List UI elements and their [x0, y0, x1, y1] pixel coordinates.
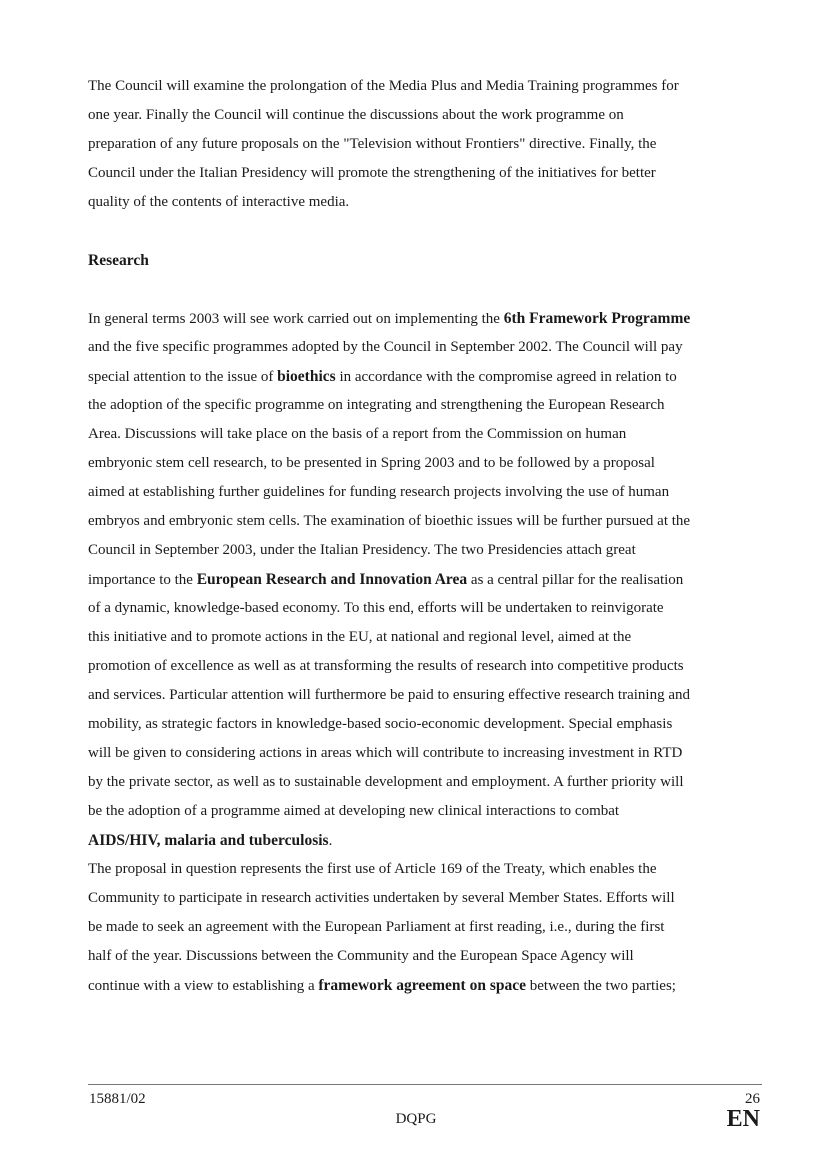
proposal-line: Community to participate in research activities undertaken by several Member States. Efforts will [88, 890, 675, 906]
intro-line-2: one year. Finally the Council will continue the discussions about the work programme on [88, 107, 624, 123]
research-line: mobility, as strategic factors in knowledge-based socio-economic development. Special emphasis [88, 716, 673, 732]
footer-language: EN [726, 1106, 760, 1132]
footer-page-number: 26 [745, 1091, 760, 1107]
section-heading-research: Research [88, 252, 149, 269]
research-line: and services. Particular attention will furthermore be paid to ensuring effective research training and [88, 687, 690, 703]
research-line: Council in September 2003, under the Italian Presidency. The two Presidencies attach great [88, 542, 636, 558]
research-line: promotion of excellence as well as at transforming the results of research into competitive products [88, 658, 684, 674]
intro-paragraph [88, 72, 764, 217]
bold-term: 6th Framework Programme [503, 310, 691, 327]
research-line: embryonic stem cell research, to be presented in Spring 2003 and to be followed by a proposal [88, 455, 655, 471]
footer-divider [88, 1084, 762, 1085]
research-line: and the five specific programmes adopted by the Council in September 2002. The Council will pay [88, 339, 683, 355]
proposal-paragraph [88, 855, 764, 1000]
research-line: the adoption of the specific programme on integrating and strengthening the European Research [88, 397, 665, 413]
research-line: embryos and embryonic stem cells. The examination of bioethic issues will be further pursued at the [88, 513, 691, 529]
footer-doc-number: 15881/02 [89, 1091, 146, 1107]
research-line: will be given to considering actions in areas which will contribute to increasing investment in RTD [88, 745, 683, 761]
bold-term: AIDS/HIV, malaria and tuberculosis [88, 832, 329, 849]
research-line: In general terms 2003 will see work carried out on implementing the 6th Framework Programme [88, 310, 691, 327]
intro-line-4: Council under the Italian Presidency will promote the strengthening of the initiatives for better [88, 165, 656, 181]
research-line: special attention to the issue of bioethics in accordance with the compromise agreed in relation to [88, 368, 677, 385]
proposal-line: The proposal in question represents the first use of Article 169 of the Treaty, which enables the [88, 861, 657, 877]
proposal-line: be made to seek an agreement with the European Parliament at first reading, i.e., during the first [88, 919, 665, 935]
research-line: Area. Discussions will take place on the basis of a report from the Commission on human [88, 426, 627, 442]
research-paragraph [88, 304, 764, 855]
proposal-line: half of the year. Discussions between the Community and the European Space Agency will [88, 948, 634, 964]
intro-line-5: quality of the contents of interactive media. [88, 194, 350, 210]
bold-term: framework agreement on space [318, 977, 526, 994]
research-line: by the private sector, as well as to sustainable development and employment. A further priority will [88, 774, 684, 790]
footer-department: DQPG [395, 1111, 437, 1127]
intro-line-1: The Council will examine the prolongation of the Media Plus and Media Training programmes for [88, 78, 679, 94]
bold-term: European Research and Innovation Area [196, 571, 468, 588]
research-line: this initiative and to promote actions in the EU, at national and regional level, aimed at the [88, 629, 632, 645]
document-body [88, 72, 764, 1000]
research-line: be the adoption of a programme aimed at developing new clinical interactions to combat [88, 803, 620, 819]
bold-term: bioethics [277, 368, 336, 385]
intro-line-3: preparation of any future proposals on the "Television without Frontiers" directive. Finally, the [88, 136, 657, 152]
research-line: AIDS/HIV, malaria and tuberculosis. [88, 832, 333, 849]
proposal-line: continue with a view to establishing a framework agreement on space between the two parties; [88, 977, 676, 994]
research-line: importance to the European Research and Innovation Area as a central pillar for the realisation [88, 571, 684, 588]
research-line: of a dynamic, knowledge-based economy. To this end, efforts will be undertaken to reinvigorate [88, 600, 664, 616]
research-line: aimed at establishing further guidelines for funding research projects involving the use of human [88, 484, 670, 500]
